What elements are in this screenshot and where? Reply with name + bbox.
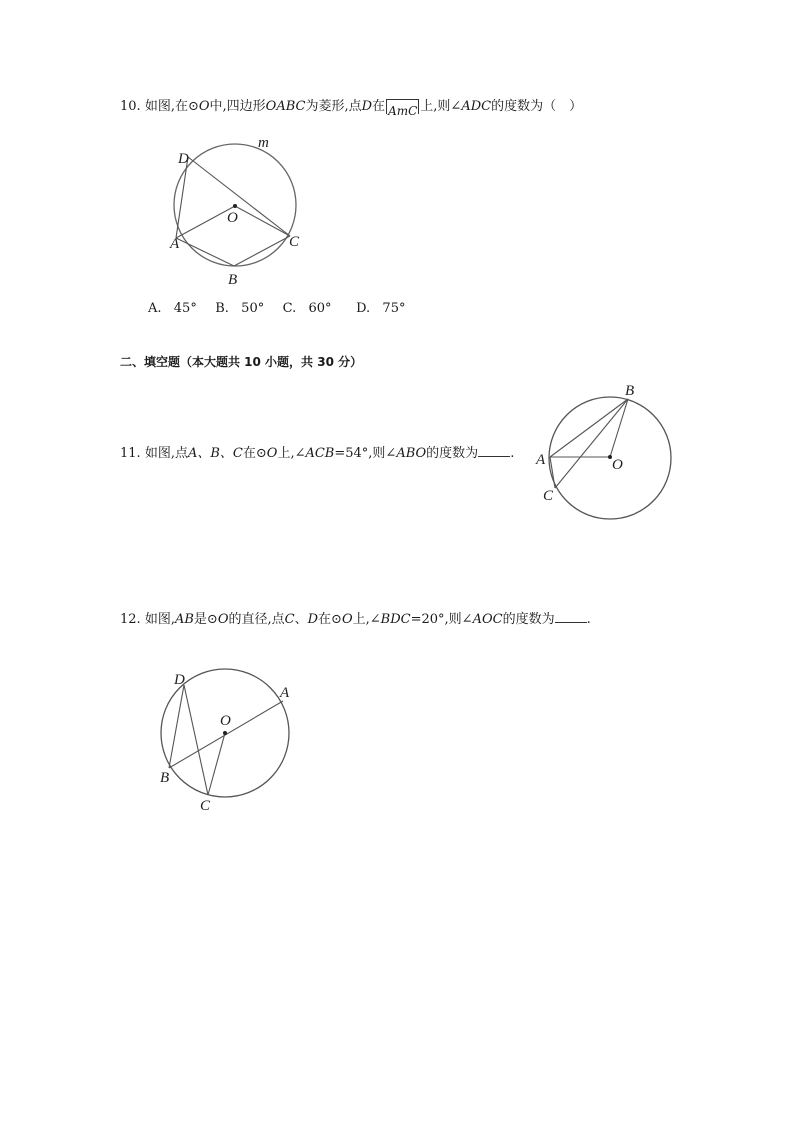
question-number: 11. — [120, 446, 141, 461]
label-D: D — [174, 672, 185, 688]
label-O: O — [227, 210, 238, 226]
answer-blank[interactable] — [555, 611, 587, 623]
label-A: A — [280, 685, 290, 701]
label-B: B — [625, 383, 635, 399]
label-m: m — [258, 135, 269, 151]
label-C: C — [543, 488, 554, 504]
label-D: D — [178, 151, 189, 167]
question-number: 12. — [120, 612, 141, 627]
arc-notation: AmC — [386, 99, 419, 114]
figure-q12 — [150, 658, 310, 818]
question-12-text: 12. 如图,AB是⊙O的直径,点C、D在⊙O上,∠BDC=20°,则∠AOC的度数为 . — [120, 612, 591, 627]
section-heading: 二、填空题（本大题共 10 小题，共 30 分） — [120, 355, 363, 369]
figure-q10 — [160, 128, 320, 293]
question-10-text: 10. 如图,在⊙O中,四边形OABC为菱形,点D在 AmC 上,则∠ADC的度数为（ ） — [120, 99, 583, 118]
label-C: C — [200, 798, 211, 814]
label-A: A — [170, 236, 180, 252]
label-B: B — [228, 272, 238, 288]
answer-blank[interactable] — [478, 445, 510, 457]
q10-choices: A. 45° B. 50° C. 60° D. 75° — [148, 301, 406, 316]
label-A: A — [536, 452, 546, 468]
label-C: C — [289, 234, 300, 250]
label-B: B — [160, 770, 170, 786]
question-11-text: 11. 如图,点A、B、C在⊙O上,∠ACB=54°,则∠ABO的度数为 . — [120, 446, 515, 461]
label-O: O — [220, 713, 231, 729]
figure-q11 — [528, 378, 678, 526]
label-O: O — [612, 457, 623, 473]
question-number: 10. — [120, 99, 141, 114]
